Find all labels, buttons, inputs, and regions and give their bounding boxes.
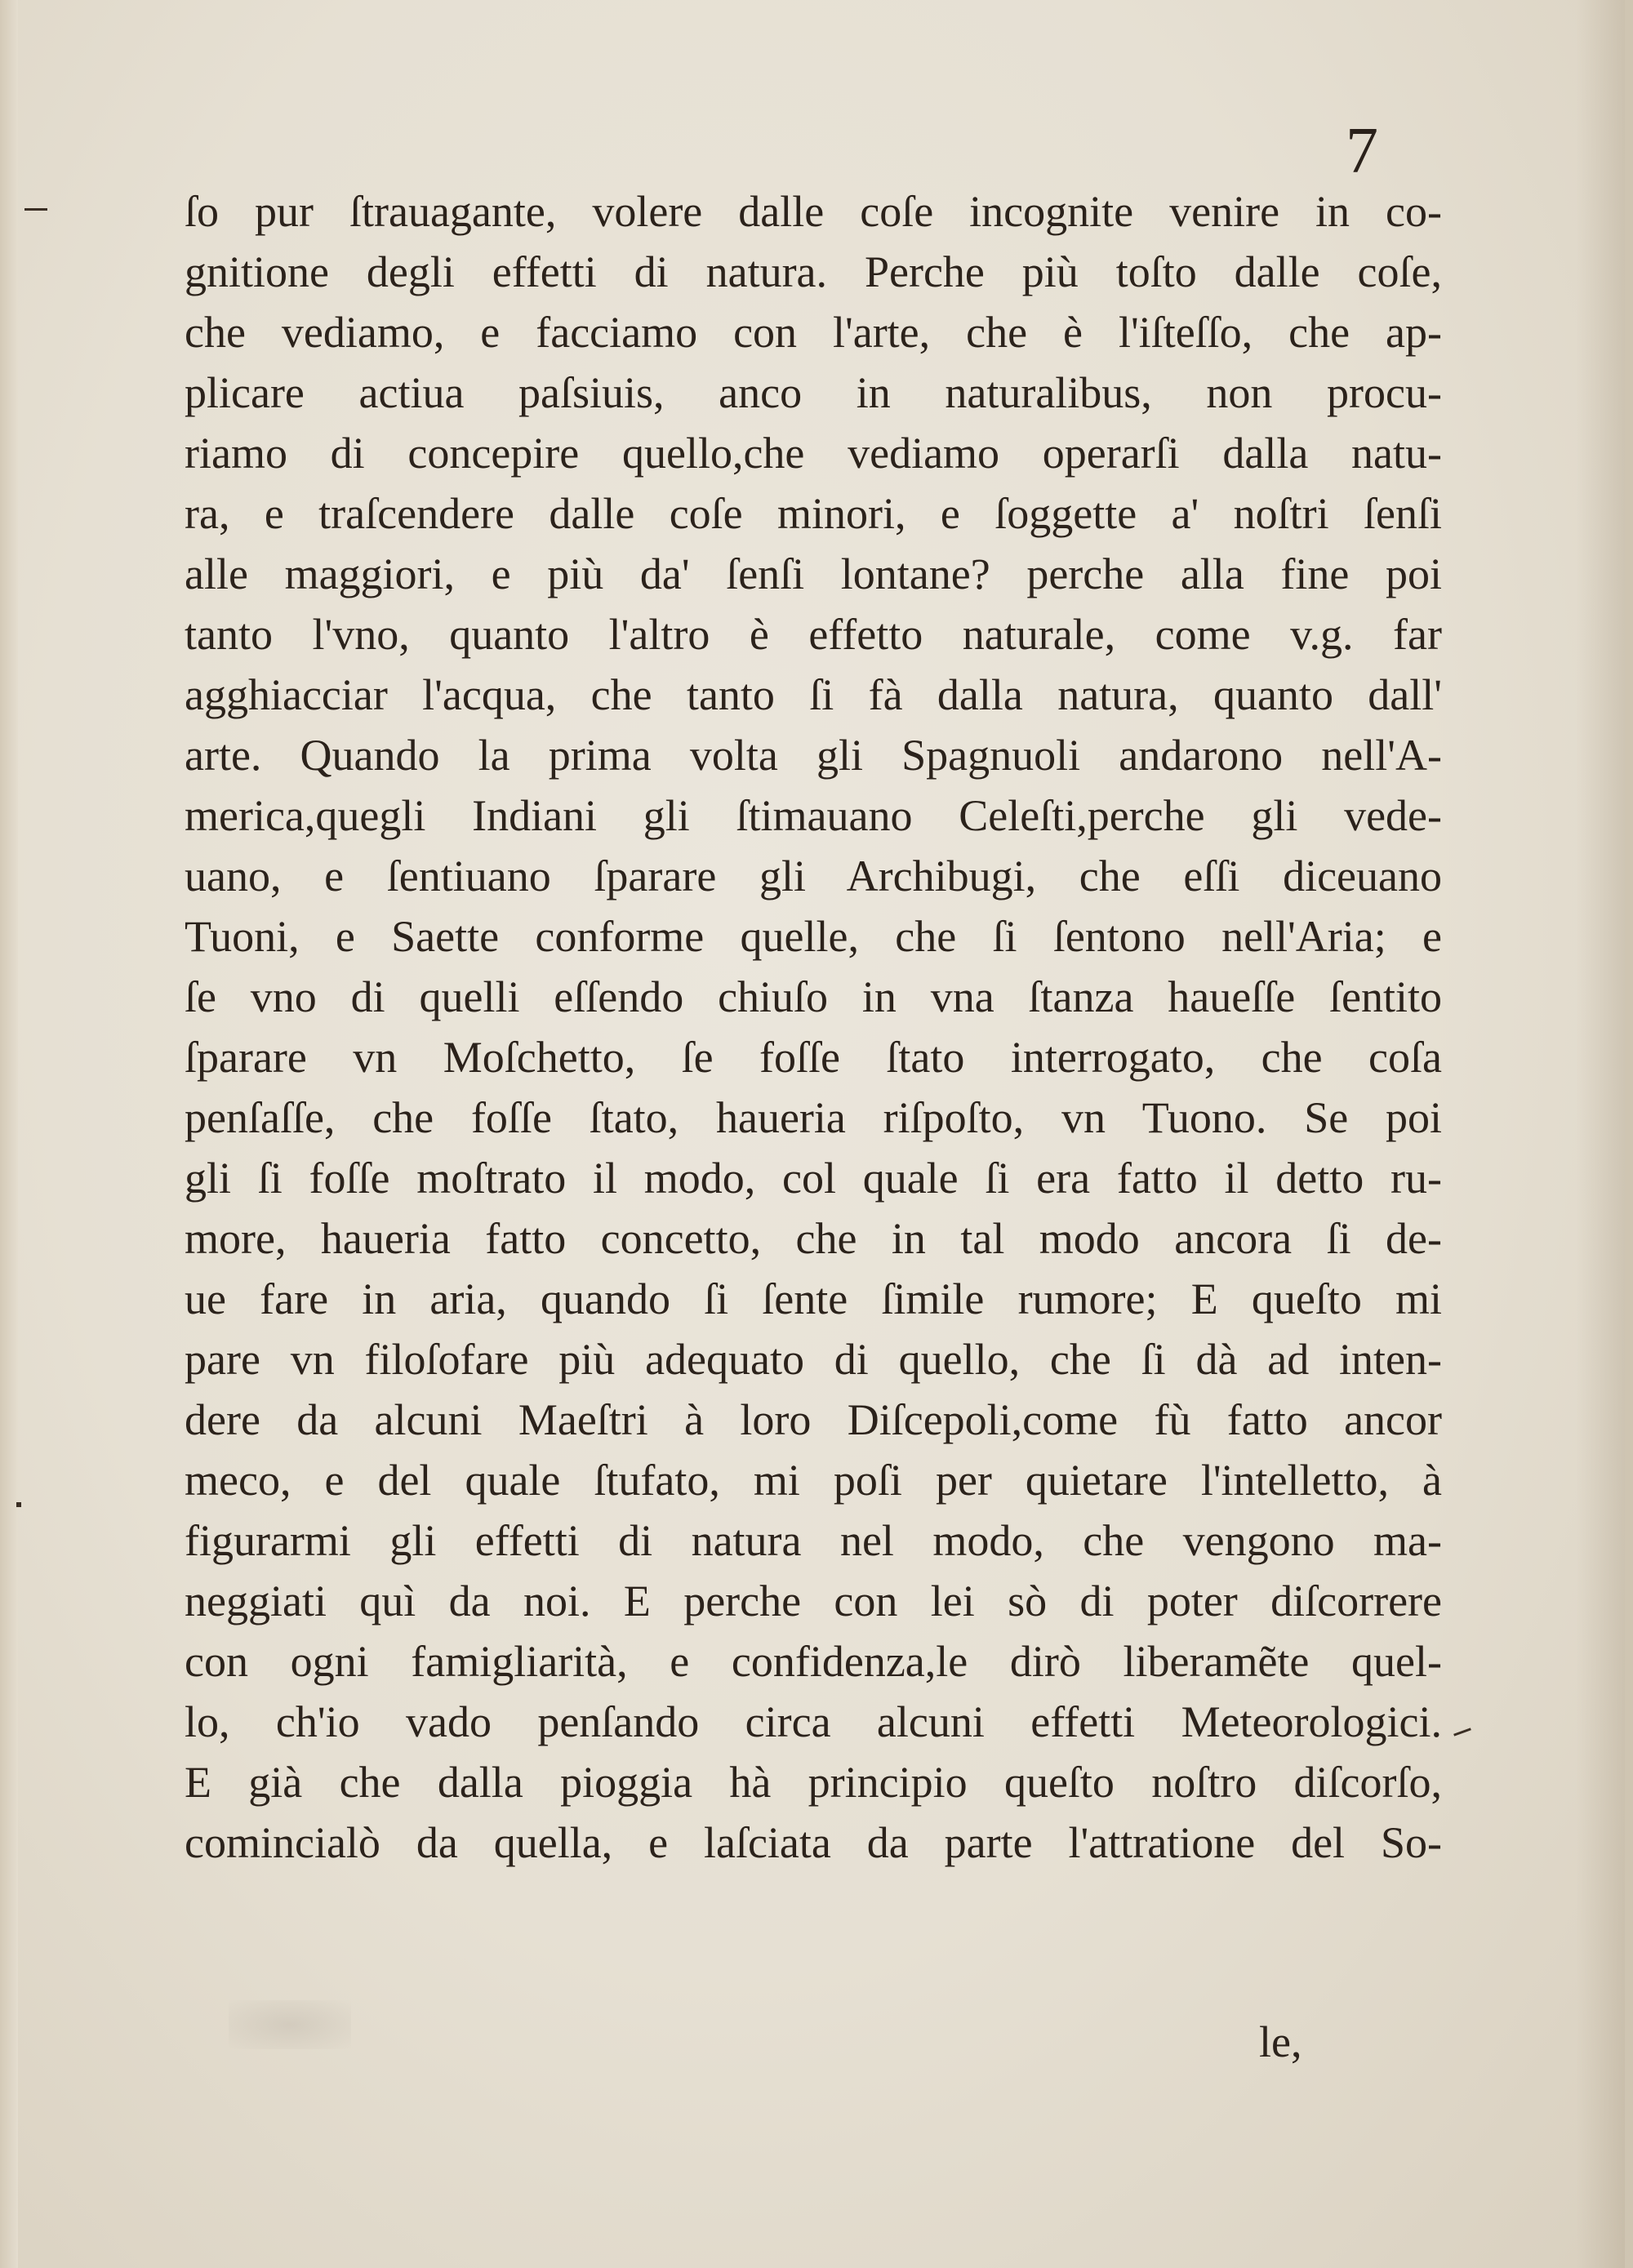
text-line: dere da alcuni Maeſtri à loro Diſcepoli,come fù fatto ancor: [185, 1395, 1442, 1444]
margin-mark: [16, 1502, 21, 1507]
text-line: alle maggiori, e più da' ſenſi lontane? perche alla fine poi: [185, 549, 1442, 598]
text-line: merica,quegli Indiani gli ſtimauano Celeſti,perche gli vede-: [185, 791, 1442, 840]
text-line: figurarmi gli effetti di natura nel modo, che vengono ma-: [185, 1516, 1442, 1565]
text-line: che vediamo, e facciamo con l'arte, che è l'iſteſſo, che ap-: [185, 308, 1442, 357]
text-line: gli ſi foſſe moſtrato il modo, col quale ſi era fatto il detto ru-: [185, 1154, 1442, 1203]
margin-mark: [24, 208, 47, 211]
text-line: arte. Quando la prima volta gli Spagnuoli andarono nell'A-: [185, 731, 1442, 780]
text-line: ſo pur ſtrauagante, volere dalle coſe incognite venire in co-: [185, 187, 1442, 236]
page-number: 7: [1346, 115, 1378, 187]
text-line: gnitione degli effetti di natura. Perche più toſto dalle coſe,: [185, 247, 1442, 296]
text-line: ue fare in aria, quando ſi ſente ſimile rumore; E queſto mi: [185, 1274, 1442, 1323]
text-line: ſe vno di quelli eſſendo chiuſo in vna ſtanza haueſſe ſentito: [185, 972, 1442, 1021]
page-edge-shadow: [1576, 0, 1625, 2268]
page-gutter-edge: [0, 0, 18, 2268]
text-line: plicare actiua paſsiuis, anco in naturalibus, non procu-: [185, 368, 1442, 417]
text-line: meco, e del quale ſtufato, mi poſi per quietare l'intelletto, à: [185, 1456, 1442, 1505]
text-line: ſparare vn Moſchetto, ſe foſſe ſtato interrogato, che coſa: [185, 1033, 1442, 1082]
text-line: more, haueria fatto concetto, che in tal modo ancora ſi de-: [185, 1214, 1442, 1263]
ink-bleed-smudge: [229, 2000, 351, 2049]
text-line: neggiati quì da noi. E perche con lei sò di poter diſcorrere: [185, 1576, 1442, 1625]
text-line: lo, ch'io vado penſando circa alcuni effetti Meteorologici.: [185, 1697, 1442, 1746]
text-line: pare vn filoſofare più adequato di quello, che ſi dà ad inten-: [185, 1335, 1442, 1384]
text-line: Tuoni, e Saette conforme quelle, che ſi ſentono nell'Aria; e: [185, 912, 1442, 961]
text-line: tanto l'vno, quanto l'altro è effetto naturale, come v.g. far: [185, 610, 1442, 659]
text-line: penſaſſe, che foſſe ſtato, haueria riſpoſto, vn Tuono. Se poi: [185, 1093, 1442, 1142]
text-line: ra, e traſcendere dalle coſe minori, e ſoggette a' noſtri ſenſi: [185, 489, 1442, 538]
body-text: [185, 181, 1442, 1873]
text-line: E già che dalla pioggia hà principio queſto noſtro diſcorſo,: [185, 1758, 1442, 1807]
catchword: le,: [1259, 2017, 1302, 2066]
text-line: agghiacciar l'acqua, che tanto ſi fà dalla natura, quanto dall': [185, 670, 1442, 719]
text-line: uano, e ſentiuano ſparare gli Archibugi, che eſſi diceuano: [185, 852, 1442, 901]
margin-mark: [1453, 1728, 1471, 1736]
text-line: riamo di concepire quello,che vediamo operarſi dalla natu-: [185, 429, 1442, 478]
text-line: con ogni famigliarità, e confidenza,le dirò liberamẽte quel-: [185, 1637, 1442, 1686]
text-line: comincialò da quella, e laſciata da parte l'attratione del So-: [185, 1818, 1442, 1867]
